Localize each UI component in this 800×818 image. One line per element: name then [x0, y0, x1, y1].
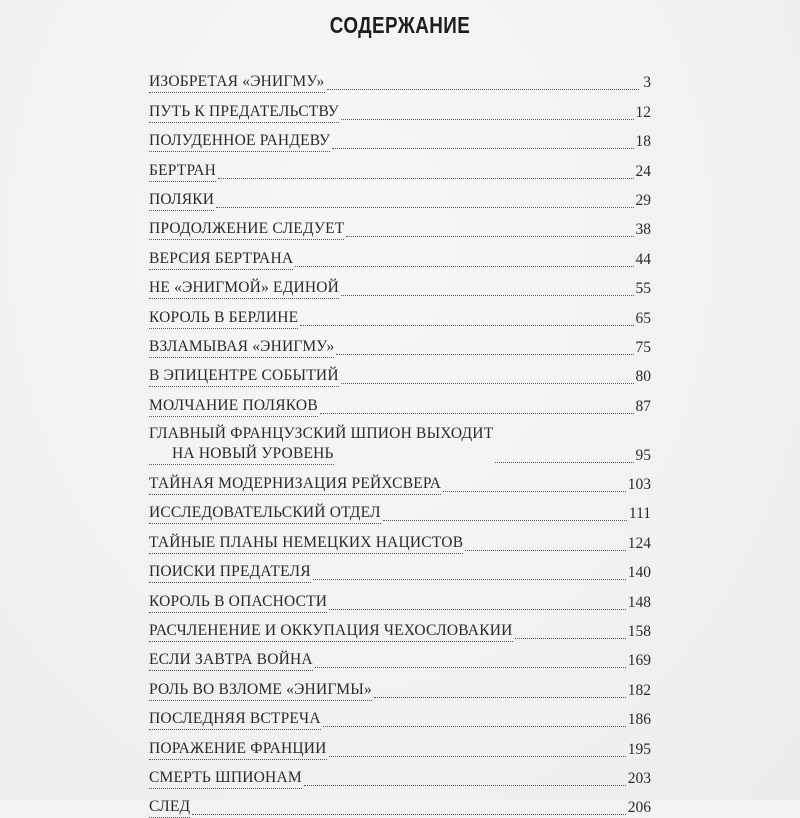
- dot-leader: [515, 637, 626, 639]
- page-title: СОДЕРЖАНИЕ: [329, 12, 471, 38]
- toc-entry-title: ВЗЛАМЫВАЯ «ЭНИГМУ»: [149, 337, 334, 358]
- dot-leader: [374, 696, 626, 698]
- toc-page-number: 124: [627, 534, 651, 552]
- toc-entry-title: МОЛЧАНИЕ ПОЛЯКОВ: [149, 396, 318, 417]
- toc-page-number: 80: [635, 368, 651, 386]
- toc-page-number: 148: [627, 593, 651, 611]
- dot-leader: [332, 147, 633, 149]
- toc-page-number: 182: [627, 681, 651, 699]
- toc-entry-title: ИЗОБРЕТАЯ «ЭНИГМУ»: [149, 72, 325, 93]
- toc-entry-title: ПУТЬ К ПРЕДАТЕЛЬСТВУ: [149, 102, 339, 123]
- toc-entry: [149, 760, 651, 789]
- dot-leader: [320, 412, 634, 414]
- toc-page-number: 95: [635, 446, 651, 464]
- toc-entry-title: РАСЧЛЕНЕНИЕ И ОККУПАЦИЯ ЧЕХОСЛОВАКИИ: [149, 621, 513, 642]
- toc-entry: [149, 524, 651, 553]
- toc-page-number: 12: [635, 103, 651, 121]
- toc-entry: [149, 466, 651, 495]
- toc-page-number: 75: [635, 338, 651, 356]
- dot-leader: [336, 353, 633, 355]
- toc-entry: [149, 554, 651, 583]
- dot-leader: [216, 206, 633, 208]
- dot-leader: [346, 235, 633, 237]
- dot-leader: [341, 118, 634, 120]
- toc-entry: [149, 211, 651, 240]
- toc-entry-title: ТАЙНАЯ МОДЕРНИЗАЦИЯ РЕЙХСВЕРА: [149, 474, 441, 495]
- dot-leader: [341, 294, 633, 296]
- toc-entry-title: [149, 424, 493, 466]
- toc-entry: [149, 417, 651, 466]
- toc-page-number: 203: [627, 769, 651, 787]
- toc-entry-title: КОРОЛЬ В БЕРЛИНЕ: [149, 308, 298, 329]
- toc-entry-title: ИССЛЕДОВАТЕЛЬСКИЙ ОТДЕЛ: [149, 503, 381, 524]
- toc-entry: [149, 495, 651, 524]
- toc-page-number: 169: [627, 652, 651, 670]
- toc-page-number: 3: [643, 74, 651, 92]
- toc-entry: [149, 671, 651, 700]
- toc-entry-title: ПРОДОЛЖЕНИЕ СЛЕДУЕТ: [149, 219, 344, 240]
- toc-entry-title: НЕ «ЭНИГМОЙ» ЕДИНОЙ: [149, 278, 339, 299]
- toc-page-number: 38: [635, 221, 651, 239]
- toc-entry-title: ВЕРСИЯ БЕРТРАНА: [149, 249, 293, 270]
- toc-page-number: 195: [627, 740, 651, 758]
- dot-leader: [304, 784, 626, 786]
- toc-entry: [149, 329, 651, 358]
- toc-entry-title: БЕРТРАН: [149, 161, 216, 182]
- dot-leader: [295, 265, 633, 267]
- dot-leader: [313, 578, 626, 580]
- dot-leader: [495, 461, 633, 463]
- dot-leader: [300, 324, 633, 326]
- dot-leader: [383, 519, 627, 521]
- toc-entry: [149, 64, 651, 93]
- toc-entry-title-line1: ГЛАВНЫЙ ФРАНЦУЗСКИЙ ШПИОН ВЫХОДИТ: [149, 424, 494, 442]
- dot-leader: [443, 490, 626, 492]
- toc-page-number: 65: [635, 309, 651, 327]
- dot-leader: [341, 382, 634, 384]
- toc-entry: [149, 613, 651, 642]
- toc-entry-title: ПОСЛЕДНЯЯ ВСТРЕЧА: [149, 709, 321, 730]
- dot-leader: [192, 813, 625, 815]
- dot-leader: [323, 725, 626, 727]
- toc-entry-title: КОРОЛЬ В ОПАСНОСТИ: [149, 592, 327, 613]
- dot-leader: [329, 608, 626, 610]
- dot-leader: [327, 88, 639, 90]
- toc-entry: [149, 358, 651, 387]
- toc-entry: [149, 123, 651, 152]
- toc-entry: [149, 583, 651, 612]
- toc-entry: [149, 730, 651, 759]
- toc-entry: [149, 182, 651, 211]
- toc-entry: [149, 270, 651, 299]
- dot-leader: [329, 755, 626, 757]
- toc-entry-title: ПОИСКИ ПРЕДАТЕЛЯ: [149, 562, 311, 583]
- toc-page-number: 18: [635, 133, 651, 151]
- toc-entry-title: ПОЛЯКИ: [149, 190, 214, 211]
- toc-entry: [149, 93, 651, 122]
- toc-entry-title-line2: НА НОВЫЙ УРОВЕНЬ: [149, 444, 334, 465]
- toc-page-number: 55: [635, 280, 651, 298]
- toc-entry: [149, 701, 651, 730]
- toc-page-number: 87: [635, 397, 651, 415]
- toc-entry: [149, 152, 651, 181]
- toc-entry-title: ПОРАЖЕНИЕ ФРАНЦИИ: [149, 739, 327, 760]
- toc-entry: [149, 240, 651, 269]
- toc-entry-title: ПОЛУДЕННОЕ РАНДЕВУ: [149, 131, 330, 152]
- toc-page-number: 103: [627, 476, 651, 494]
- toc-page-number: 140: [627, 564, 651, 582]
- toc-entry-title: СМЕРТЬ ШПИОНАМ: [149, 768, 302, 789]
- toc-entry-title: РОЛЬ ВО ВЗЛОМЕ «ЭНИГМЫ»: [149, 680, 372, 701]
- toc-page-number: 29: [635, 191, 651, 209]
- toc-entry: [149, 299, 651, 328]
- toc-page-number: 186: [627, 711, 651, 729]
- toc-page-number: 111: [628, 505, 651, 523]
- toc-entry: [149, 642, 651, 671]
- toc-page-number: 158: [627, 623, 651, 641]
- toc-entry-title: СЛЕД: [149, 797, 190, 818]
- toc-entry-title: ТАЙНЫЕ ПЛАНЫ НЕМЕЦКИХ НАЦИСТОВ: [149, 533, 463, 554]
- toc-entry: [149, 789, 651, 818]
- toc-entry-title: В ЭПИЦЕНТРЕ СОБЫТИЙ: [149, 366, 339, 387]
- dot-leader: [218, 177, 633, 179]
- toc-page-number: 44: [635, 250, 651, 268]
- toc-entry-title: ЕСЛИ ЗАВТРА ВОЙНА: [149, 650, 313, 671]
- table-of-contents: [149, 64, 651, 818]
- toc-entry: [149, 387, 651, 416]
- toc-page-number: 206: [627, 799, 651, 817]
- dot-leader: [315, 666, 626, 668]
- dot-leader: [465, 549, 626, 551]
- toc-page-number: 24: [635, 162, 651, 180]
